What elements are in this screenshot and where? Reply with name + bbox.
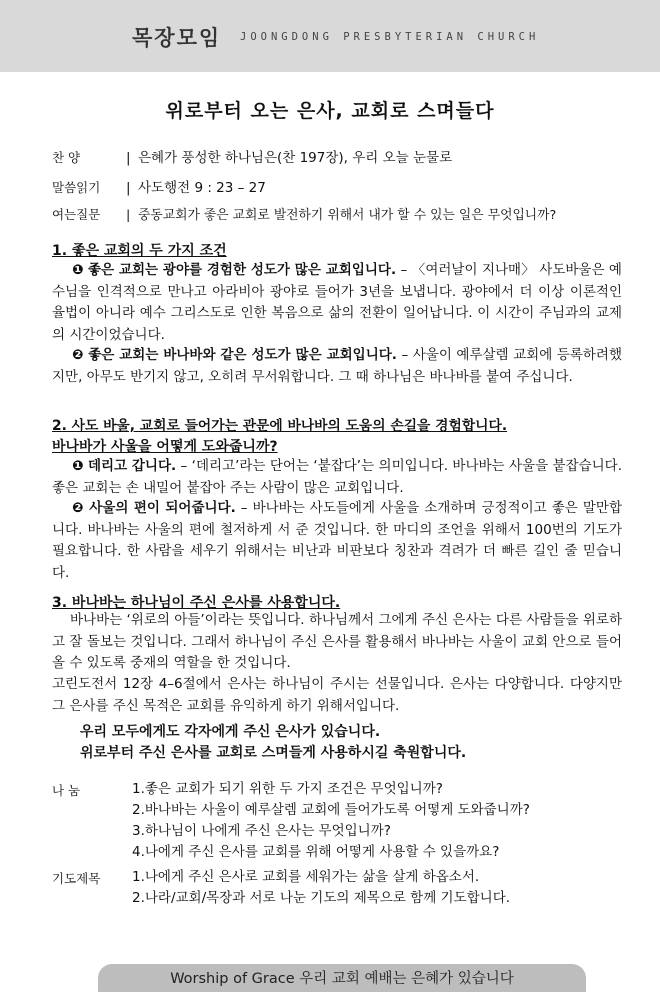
list-item: 2.바나바는 사울이 예루살렘 교회에 들어가도록 어떻게 도와줍니까?: [132, 802, 530, 818]
church-name: JOONGDONG PRESBYTERIAN CHURCH: [240, 31, 540, 43]
point-bold: 데리고 갑니다.: [87, 458, 177, 474]
point-text: – ‘데리고’라는 단어는 ‘붙잡다’는 의미입니다. 바나바는 사울을 붙잡습니다. 좋은 교회는 손 내밀어 붙잡아 주는 사람이 많은 교회입니다.: [52, 458, 622, 496]
meta-value: 사도행전 9 : 23 – 27: [138, 180, 266, 196]
meta-separator: |: [126, 208, 131, 223]
point-text: – 사울이 예루살렘 교회에 등록하려했지만, 아무도 반기지 않고, 오히려 무서워합니다. 그 때 하나님은 바나바를 붙여 주십니다.: [52, 347, 622, 385]
list-item: 1.나에게 주신 은사로 교회를 세워가는 삶을 살게 하옵소서.: [132, 869, 480, 885]
number-2-icon: ❷: [72, 347, 84, 363]
section-2-point-1: [52, 456, 622, 499]
prayer-label: 기도제목: [52, 871, 101, 886]
prayer-list: [132, 867, 510, 909]
number-2-icon: ❷: [72, 500, 85, 516]
footer-banner: Worship of Grace 우리 교회 예배는 은혜가 있습니다: [98, 964, 586, 992]
section-2-heading: 2. 사도 바울, 교회로 들어가는 관문에 바나바의 도움의 손길을 경험합니다.: [52, 418, 508, 434]
meta-label: 찬 양: [52, 150, 81, 165]
header-bar: [0, 0, 660, 72]
list-item: 2.나라/교회/목장과 서로 나눈 기도의 제목으로 함께 기도합니다.: [132, 890, 511, 906]
closing-line-2: 위로부터 주신 은사를 교회로 스며들게 사용하시길 축원합니다.: [80, 745, 467, 761]
meta-opening-question: [52, 204, 556, 223]
sharing-label: 나 눔: [52, 783, 81, 798]
meta-value: 은혜가 풍성한 하나님은(찬 197장), 우리 오늘 눈물로: [138, 150, 453, 166]
list-item: 3.하나님이 나에게 주신 은사는 무엇입니까?: [132, 823, 391, 839]
meta-separator: |: [126, 180, 131, 196]
brand-title: 목장모임: [132, 26, 222, 50]
meta-value: 중동교회가 좋은 교회로 발전하기 위해서 내가 할 수 있는 일은 무엇입니까?: [138, 208, 557, 223]
meta-separator: |: [126, 150, 131, 166]
meta-label: 여는질문: [52, 207, 101, 222]
number-1-icon: ❶: [72, 458, 84, 474]
meta-hymn: [52, 146, 452, 166]
section-2-subheading: 바나바가 사울을 어떻게 도와줍니까?: [52, 439, 278, 455]
sharing-list: [132, 779, 530, 863]
point-bold: 좋은 교회는 바나바와 같은 성도가 많은 교회입니다.: [88, 347, 397, 363]
section-3-paragraph-1: 바나바는 ‘위로의 아들’이라는 뜻입니다. 하나님께서 그에게 주신 은사는 다른 사람들을 위로하고 잘 돌보는 것입니다. 그래서 하나님이 주신 은사를 활용해서 바나바는 사울이 교회 안으로 들어올 수 있도록 중재의 역할을 한 것입니다.: [52, 612, 622, 671]
section-1-point-2: [52, 345, 622, 388]
page-title: 위로부터 오는 은사, 교회로 스며들다: [165, 100, 495, 122]
section-2-point-2: [52, 498, 622, 584]
point-text: – 〈여러날이 지나매〉 사도바울은 예수님을 인격적으로 만나고 아라비아 광야로 들어가 3년을 보냅니다. 광야에서 더 이상 이론적인 율법이 아니라 예수 그리스도로 인한 복음으로 삶의 전환이 일어납니다. 이 시간이 주님과의 교제의 시간이었습니다.: [52, 262, 622, 343]
number-1-icon: ❶: [72, 262, 84, 278]
section-3-paragraph-2: 고린도전서 12장 4–6절에서 은사는 하나님이 주시는 선물입니다. 은사는 다양합니다. 다양지만 그 은사를 주신 목적은 교회를 유익하게 하기 위해서입니다.: [52, 676, 622, 714]
list-item: 4.나에게 주신 은사를 교회를 위해 어떻게 사용할 수 있을까요?: [132, 844, 500, 860]
closing-line-1: 우리 모두에게도 각자에게 주신 은사가 있습니다.: [80, 724, 381, 740]
meta-reading: [52, 176, 266, 196]
point-text: – 바나바는 사도들에게 사울을 소개하며 긍정적이고 좋은 말만합니다. 바나바는 사울의 편에 철저하게 서 준 것입니다. 한 마디의 조언을 위해서 100번의 기도가 필요합니다. 한 사람을 세우기 위해서는 비난과 비판보다 칭찬과 격려가 더 빠른 길인 줄 믿습니다.: [52, 500, 622, 581]
section-1-heading: 1. 좋은 교회의 두 가지 조건: [52, 243, 227, 259]
meta-label: 말씀읽기: [52, 180, 101, 195]
list-item: 1.좋은 교회가 되기 위한 두 가지 조건은 무엇입니까?: [132, 781, 443, 797]
point-bold: 좋은 교회는 광야를 경험한 성도가 많은 교회입니다.: [88, 262, 397, 278]
point-bold: 사울의 편이 되어줍니다.: [89, 500, 236, 516]
section-1-point-1: [52, 260, 622, 346]
section-3-heading: 3. 바나바는 하나님이 주신 은사를 사용합니다.: [52, 595, 341, 611]
